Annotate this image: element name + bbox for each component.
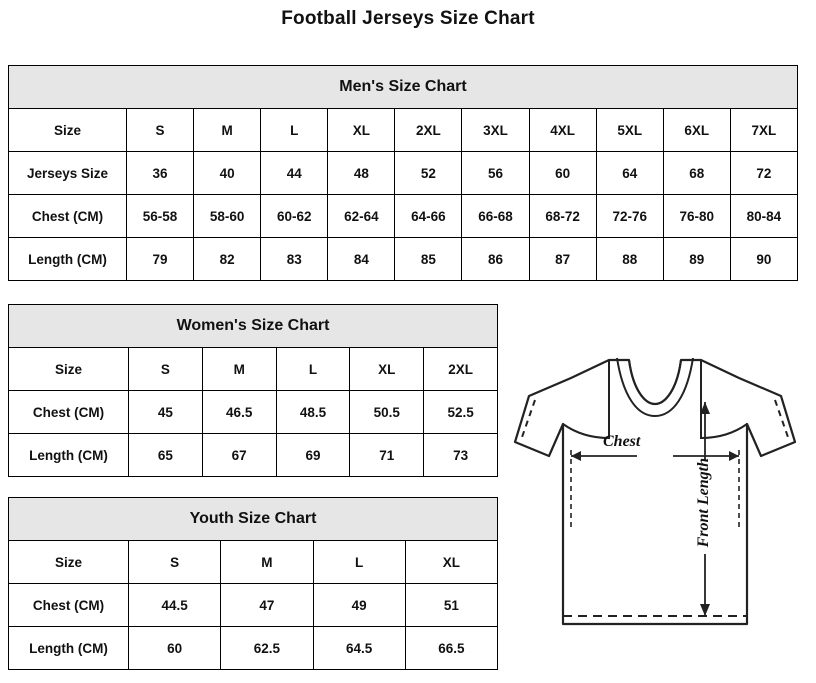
column-header: S — [129, 541, 221, 584]
page-title: Football Jerseys Size Chart — [281, 8, 535, 29]
table-cell: 90 — [730, 238, 797, 281]
table-cell: 64.5 — [313, 627, 405, 670]
table-cell: 45 — [129, 391, 203, 434]
column-header: XL — [328, 109, 395, 152]
table-cell: 60 — [529, 152, 596, 195]
table-cell: 48.5 — [276, 391, 350, 434]
column-header: M — [202, 348, 276, 391]
youth-chart-caption: Youth Size Chart — [9, 498, 498, 541]
table-cell: 44 — [261, 152, 328, 195]
row-label: Chest (CM) — [9, 391, 129, 434]
column-header: 3XL — [462, 109, 529, 152]
womens-size-chart — [8, 304, 498, 477]
row-label: Jerseys Size — [9, 152, 127, 195]
mens-size-chart — [8, 65, 798, 281]
table-cell: 67 — [202, 434, 276, 477]
t-shirt-measurement-diagram — [505, 338, 805, 648]
mens-chart-caption: Men's Size Chart — [9, 66, 798, 109]
table-cell: 83 — [261, 238, 328, 281]
table-cell: 88 — [596, 238, 663, 281]
table-cell: 64-66 — [395, 195, 462, 238]
column-header: M — [221, 541, 313, 584]
table-cell: 46.5 — [202, 391, 276, 434]
column-header: 2XL — [395, 109, 462, 152]
table-cell: 40 — [194, 152, 261, 195]
table-cell: 73 — [424, 434, 498, 477]
column-header: 5XL — [596, 109, 663, 152]
mens-size-table — [8, 65, 798, 281]
table-row — [9, 627, 498, 670]
column-header: L — [276, 348, 350, 391]
table-caption-row — [9, 305, 498, 348]
row-header-label: Size — [9, 348, 129, 391]
table-row — [9, 434, 498, 477]
table-cell: 56-58 — [127, 195, 194, 238]
column-header: 6XL — [663, 109, 730, 152]
table-row — [9, 109, 798, 152]
table-row — [9, 391, 498, 434]
row-label: Length (CM) — [9, 434, 129, 477]
table-cell: 68-72 — [529, 195, 596, 238]
table-cell: 85 — [395, 238, 462, 281]
column-header: 7XL — [730, 109, 797, 152]
column-header: S — [127, 109, 194, 152]
column-header: 2XL — [424, 348, 498, 391]
table-cell: 52 — [395, 152, 462, 195]
table-cell: 79 — [127, 238, 194, 281]
table-caption-row — [9, 498, 498, 541]
table-cell: 82 — [194, 238, 261, 281]
table-row — [9, 195, 798, 238]
table-cell: 72-76 — [596, 195, 663, 238]
womens-chart-caption: Women's Size Chart — [9, 305, 498, 348]
youth-size-table — [8, 497, 498, 670]
table-cell: 71 — [350, 434, 424, 477]
table-cell: 87 — [529, 238, 596, 281]
row-label: Length (CM) — [9, 627, 129, 670]
table-cell: 65 — [129, 434, 203, 477]
front-length-measurement-label: Front Length — [695, 458, 712, 548]
womens-size-table — [8, 304, 498, 477]
table-cell: 51 — [405, 584, 497, 627]
row-header-label: Size — [9, 541, 129, 584]
table-row — [9, 584, 498, 627]
table-cell: 52.5 — [424, 391, 498, 434]
column-header: S — [129, 348, 203, 391]
column-header: L — [313, 541, 405, 584]
table-cell: 80-84 — [730, 195, 797, 238]
table-cell: 60 — [129, 627, 221, 670]
column-header: XL — [350, 348, 424, 391]
table-cell: 64 — [596, 152, 663, 195]
column-header: XL — [405, 541, 497, 584]
table-cell: 84 — [328, 238, 395, 281]
table-cell: 47 — [221, 584, 313, 627]
table-cell: 60-62 — [261, 195, 328, 238]
row-header-label: Size — [9, 109, 127, 152]
table-cell: 62.5 — [221, 627, 313, 670]
youth-size-chart — [8, 497, 498, 670]
table-cell: 62-64 — [328, 195, 395, 238]
table-caption-row — [9, 66, 798, 109]
row-label: Chest (CM) — [9, 195, 127, 238]
table-cell: 56 — [462, 152, 529, 195]
column-header: M — [194, 109, 261, 152]
table-row — [9, 348, 498, 391]
table-cell: 49 — [313, 584, 405, 627]
table-row — [9, 541, 498, 584]
table-cell: 68 — [663, 152, 730, 195]
column-header: 4XL — [529, 109, 596, 152]
table-cell: 72 — [730, 152, 797, 195]
column-header: L — [261, 109, 328, 152]
table-cell: 66.5 — [405, 627, 497, 670]
table-row — [9, 238, 798, 281]
table-cell: 76-80 — [663, 195, 730, 238]
table-cell: 48 — [328, 152, 395, 195]
table-cell: 89 — [663, 238, 730, 281]
table-cell: 69 — [276, 434, 350, 477]
table-cell: 36 — [127, 152, 194, 195]
table-cell: 58-60 — [194, 195, 261, 238]
chest-measurement-label: Chest — [603, 433, 641, 450]
table-cell: 66-68 — [462, 195, 529, 238]
t-shirt-icon — [505, 338, 805, 648]
table-cell: 50.5 — [350, 391, 424, 434]
row-label: Chest (CM) — [9, 584, 129, 627]
table-cell: 86 — [462, 238, 529, 281]
row-label: Length (CM) — [9, 238, 127, 281]
table-cell: 44.5 — [129, 584, 221, 627]
table-row — [9, 152, 798, 195]
